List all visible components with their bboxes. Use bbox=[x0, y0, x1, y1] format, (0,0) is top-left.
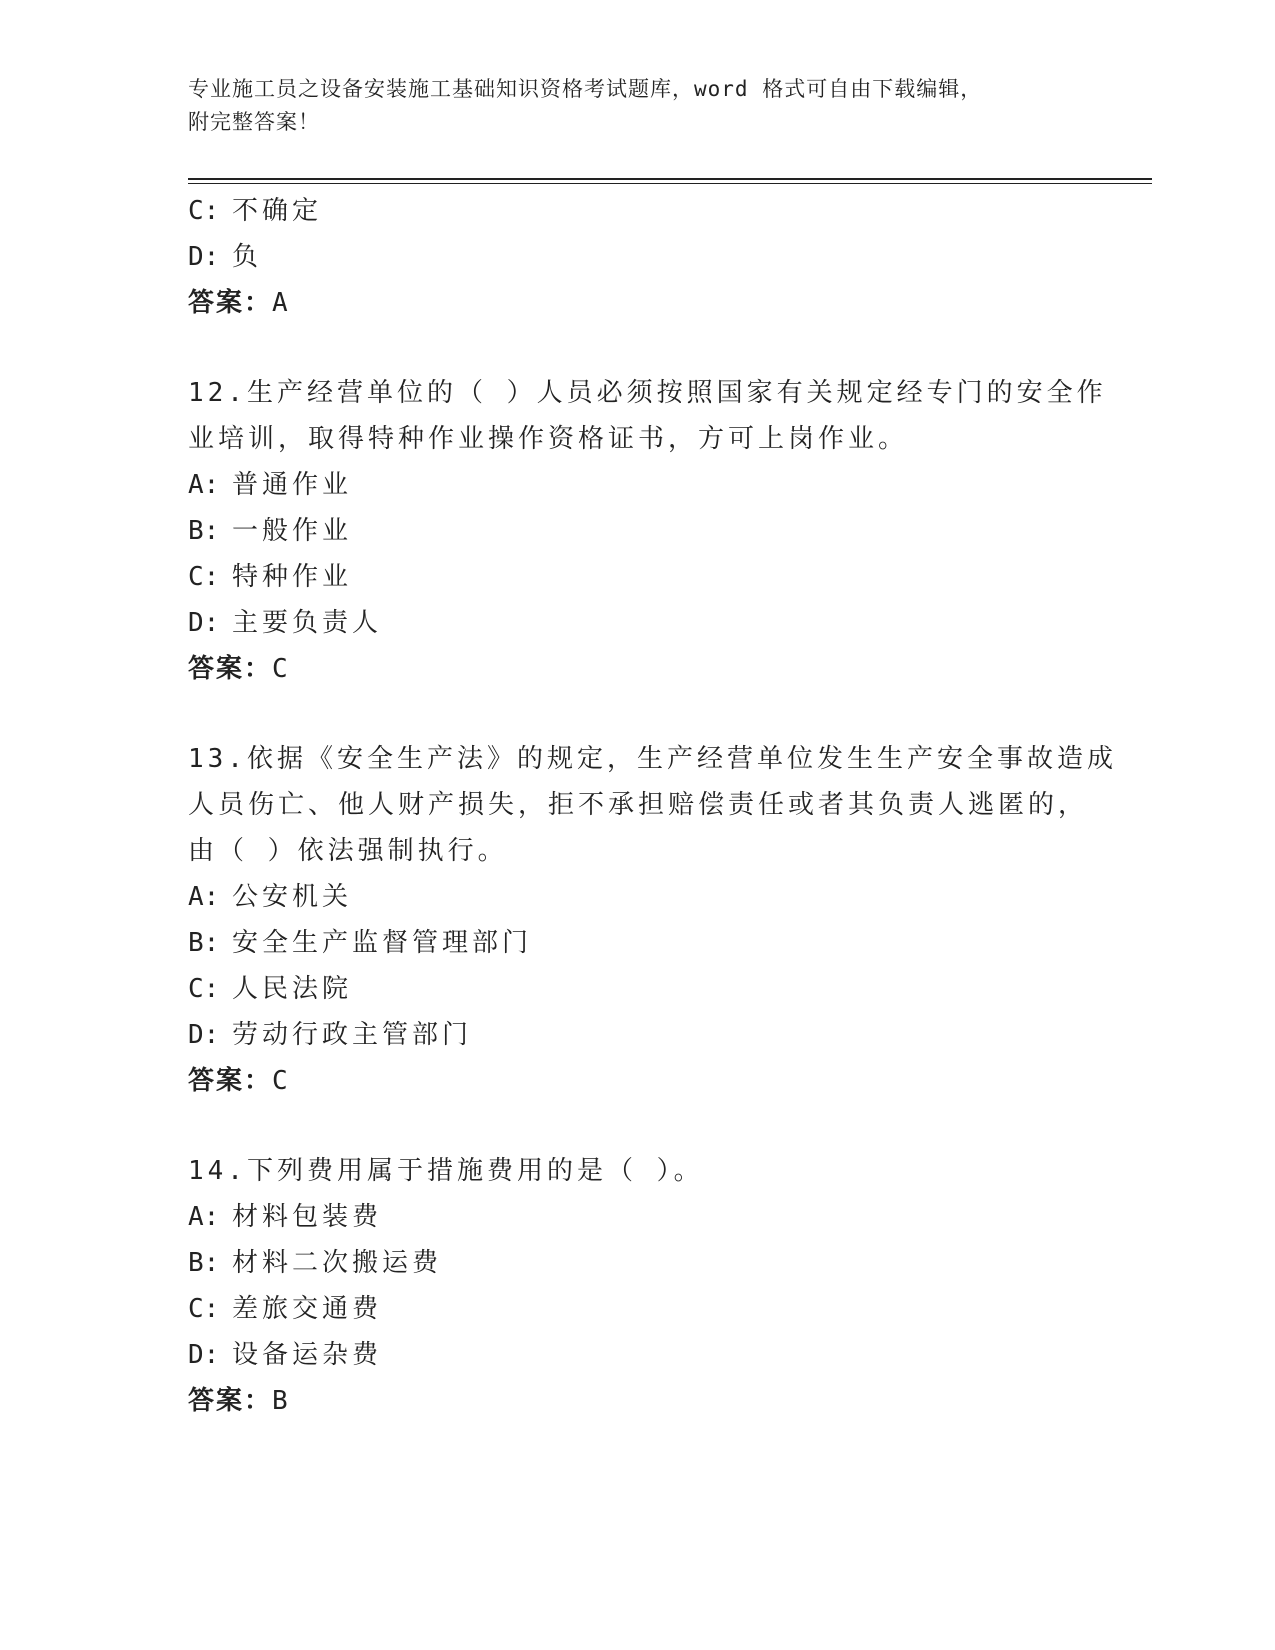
option-label: A: bbox=[188, 470, 220, 500]
option-label: B: bbox=[188, 928, 220, 958]
option-a bbox=[188, 1194, 1088, 1240]
option-label: D: bbox=[188, 1020, 220, 1050]
header-line-2: 附完整答案！ bbox=[188, 110, 320, 134]
option-text: 特种作业 bbox=[232, 562, 353, 592]
question-list bbox=[188, 188, 1117, 1424]
option-label: A: bbox=[188, 882, 220, 912]
answer-line bbox=[188, 1378, 1088, 1424]
option-text: 设备运杂费 bbox=[232, 1340, 383, 1370]
answer-label: 答案： bbox=[188, 654, 273, 684]
option-text: 人民法院 bbox=[232, 974, 353, 1004]
option-d bbox=[188, 234, 1088, 280]
option-label: D: bbox=[188, 608, 220, 638]
option-c bbox=[188, 554, 1088, 600]
question-14 bbox=[188, 1148, 1088, 1424]
document-header bbox=[188, 73, 1088, 139]
answer-line bbox=[188, 646, 1088, 692]
option-text: 负 bbox=[232, 242, 263, 272]
stem-line: 13.依据《安全生产法》的规定，生产经营单位发生生产安全事故造成 bbox=[188, 744, 1117, 774]
stem-line: 由（ ）依法强制执行。 bbox=[188, 836, 508, 866]
question-stem bbox=[188, 736, 1117, 874]
answer-label: 答案： bbox=[188, 1066, 273, 1096]
option-text: 一般作业 bbox=[232, 516, 353, 546]
option-text: 安全生产监督管理部门 bbox=[232, 928, 533, 958]
option-a bbox=[188, 874, 1088, 920]
option-text: 材料二次搬运费 bbox=[232, 1248, 443, 1278]
answer-value: C bbox=[272, 654, 290, 684]
question-stem bbox=[188, 1148, 1088, 1194]
option-label: B: bbox=[188, 516, 220, 546]
option-text: 材料包装费 bbox=[232, 1202, 383, 1232]
header-line-1: 专业施工员之设备安装施工基础知识资格考试题库，word 格式可自由下载编辑， bbox=[188, 77, 983, 101]
answer-label: 答案： bbox=[188, 1386, 273, 1416]
option-text: 主要负责人 bbox=[232, 608, 383, 638]
option-a bbox=[188, 462, 1088, 508]
option-label: C: bbox=[188, 196, 220, 226]
answer-line bbox=[188, 1058, 1088, 1104]
option-d bbox=[188, 600, 1088, 646]
option-b bbox=[188, 508, 1088, 554]
option-text: 不确定 bbox=[232, 196, 323, 226]
stem-line: 12.生产经营单位的（ ）人员必须按照国家有关规定经专门的安全作 bbox=[188, 378, 1107, 408]
answer-value: B bbox=[272, 1386, 290, 1416]
stem-line: 14.下列费用属于措施费用的是（ ）。 bbox=[188, 1156, 704, 1186]
option-text: 公安机关 bbox=[232, 882, 353, 912]
question-13 bbox=[188, 736, 1117, 1104]
question-11 bbox=[188, 188, 1088, 326]
stem-line: 业培训，取得特种作业操作资格证书，方可上岗作业。 bbox=[188, 424, 909, 454]
option-label: C: bbox=[188, 562, 220, 592]
option-label: D: bbox=[188, 242, 220, 272]
option-text: 差旅交通费 bbox=[232, 1294, 383, 1324]
question-spacer bbox=[188, 692, 1088, 736]
option-text: 普通作业 bbox=[232, 470, 353, 500]
option-c bbox=[188, 188, 1088, 234]
question-stem bbox=[188, 370, 1107, 462]
answer-value: A bbox=[272, 288, 290, 318]
answer-line bbox=[188, 280, 1088, 326]
option-c bbox=[188, 1286, 1088, 1332]
option-text: 劳动行政主管部门 bbox=[232, 1020, 473, 1050]
question-12 bbox=[188, 370, 1107, 692]
question-spacer bbox=[188, 326, 1088, 370]
header-divider-thin bbox=[188, 183, 1152, 184]
option-b bbox=[188, 1240, 1088, 1286]
header-divider-thick bbox=[188, 178, 1152, 180]
answer-value: C bbox=[272, 1066, 290, 1096]
option-label: D: bbox=[188, 1340, 220, 1370]
option-label: B: bbox=[188, 1248, 220, 1278]
option-d bbox=[188, 1332, 1088, 1378]
option-b bbox=[188, 920, 1088, 966]
option-label: C: bbox=[188, 1294, 220, 1324]
option-d bbox=[188, 1012, 1088, 1058]
option-c bbox=[188, 966, 1088, 1012]
option-label: A: bbox=[188, 1202, 220, 1232]
stem-line: 人员伤亡、他人财产损失，拒不承担赔偿责任或者其负责人逃匿的， bbox=[188, 790, 1089, 820]
question-spacer bbox=[188, 1104, 1088, 1148]
option-label: C: bbox=[188, 974, 220, 1004]
answer-label: 答案： bbox=[188, 288, 273, 318]
